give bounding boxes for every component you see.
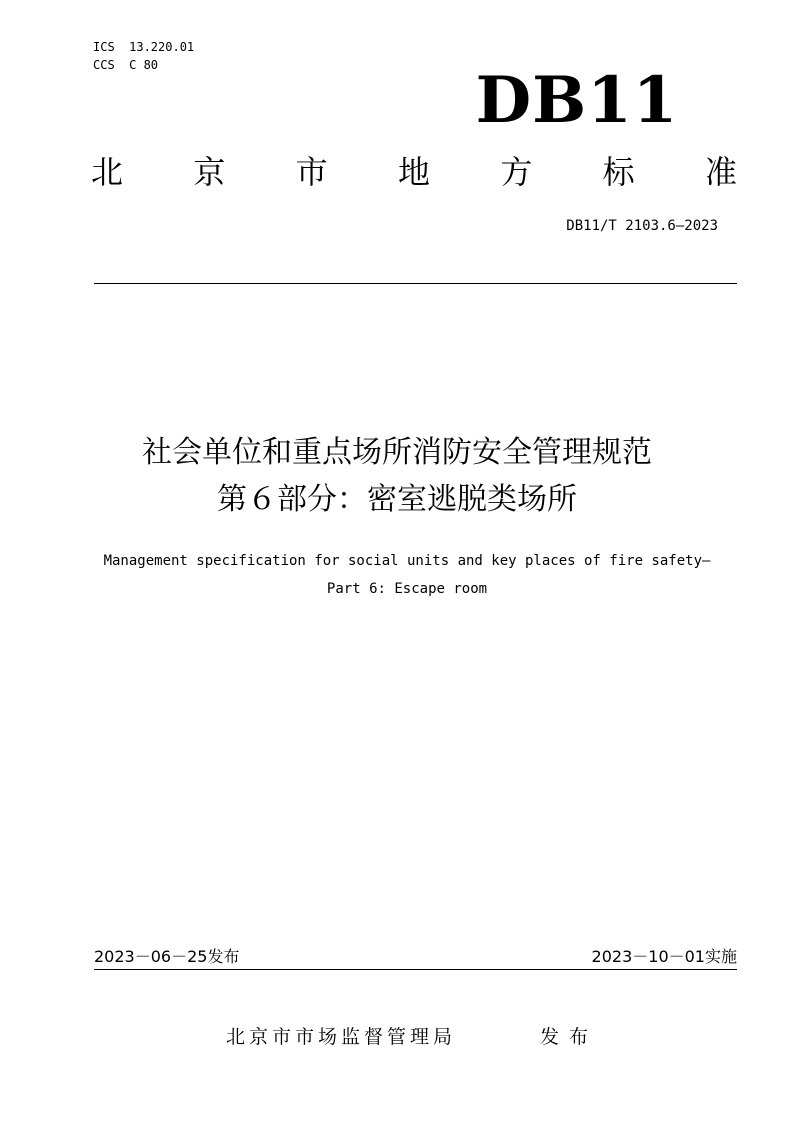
standard-type-char: 标 [602, 153, 635, 191]
header-divider [94, 283, 737, 284]
ccs-code: CCS C 80 [93, 58, 159, 72]
footer-divider [94, 969, 737, 970]
standard-number: DB11/T 2103.6—2023 [566, 218, 718, 234]
issue-date: 2023－06－25发布 [94, 947, 240, 966]
standard-type [91, 150, 737, 194]
standard-type-char: 北 [91, 153, 124, 191]
title-cn-line-2: 第６部分：密室逃脱类场所 [217, 482, 577, 517]
standard-type-char: 京 [193, 153, 226, 191]
standard-type-char: 市 [295, 153, 328, 191]
issuing-authority: 北京市市场监督管理局 [226, 1026, 457, 1048]
issue-label: 发布 [540, 1026, 599, 1048]
ics-code: ICS 13.220.01 [93, 40, 195, 54]
implementation-date: 2023－10－01实施 [591, 947, 737, 966]
standard-type-char: 方 [500, 153, 533, 191]
db11-logo: DB11 [475, 63, 679, 138]
title-en-line-1: Management specification for social units and key places of fire safety— [103, 553, 711, 569]
title-cn-line-1: 社会单位和重点场所消防安全管理规范 [142, 435, 652, 470]
standard-type-char: 地 [397, 153, 430, 191]
standard-type-char: 准 [704, 153, 737, 191]
title-en-line-2: Part 6: Escape room [326, 581, 488, 597]
